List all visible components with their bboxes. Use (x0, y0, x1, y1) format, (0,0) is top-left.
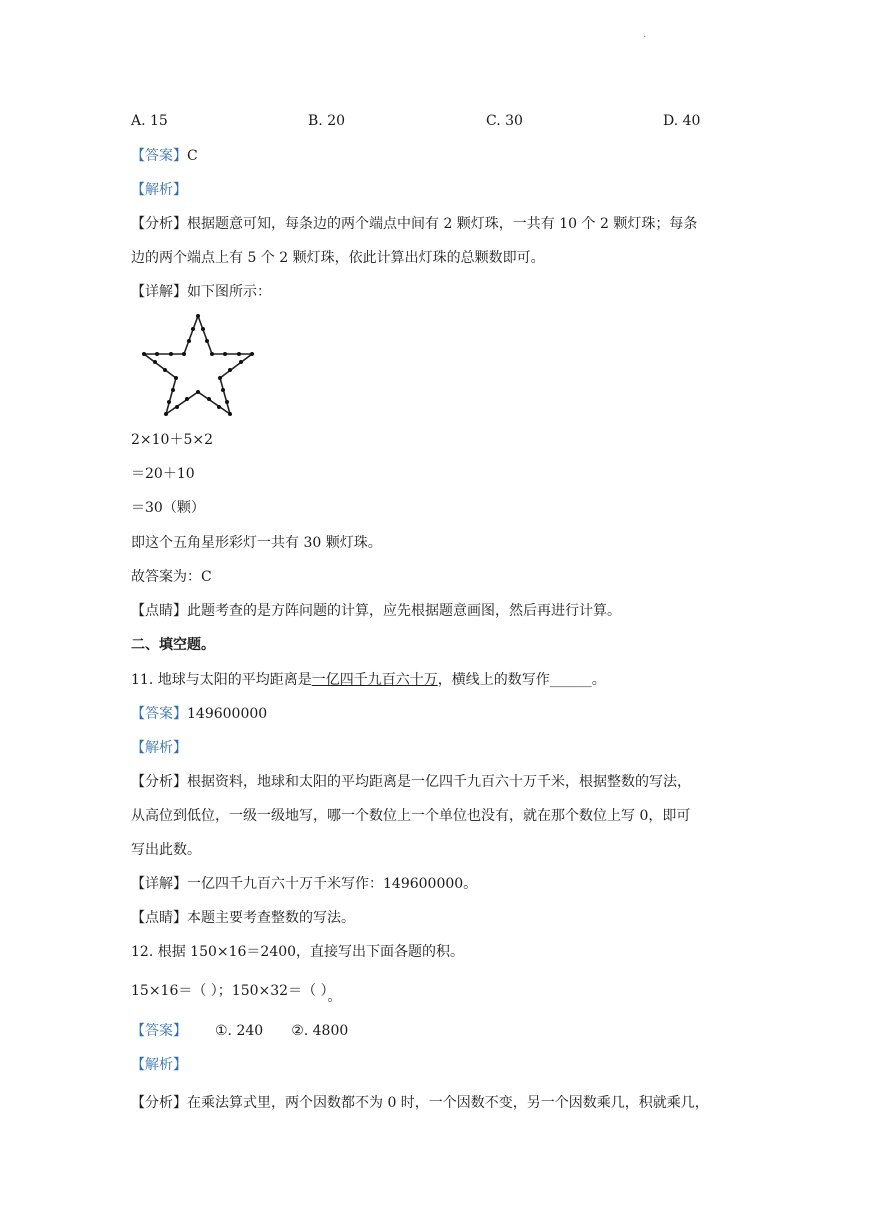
option-c: C. 30 (486, 113, 523, 129)
answer-value: C (187, 148, 198, 164)
xiangjie-tag: 【详解】 (131, 284, 187, 300)
q12-sub-text: 15×16＝（ ）；150×32＝（ ） (131, 983, 328, 999)
q12-answer-line (131, 1021, 348, 1041)
calc-text: ＝30（颗） (131, 500, 205, 516)
q10-fenxi-line1 (131, 214, 697, 234)
fenxi-tag: 【分析】 (131, 1095, 187, 1111)
q10-answer-line (131, 146, 198, 166)
q12-fenxi-line1 (131, 1093, 709, 1113)
corner-mark: · (643, 32, 647, 43)
q10-final (131, 567, 212, 587)
star-lights-figure (138, 308, 258, 420)
conclusion-text: 即这个五角星形彩灯一共有 30 颗灯珠。 (131, 535, 382, 551)
q11-fenxi-line2 (131, 806, 690, 826)
q10-conclusion (131, 533, 382, 553)
fenxi-text: 写出此数。 (131, 842, 201, 858)
q12-stem (131, 942, 464, 962)
xiangjie-text: 一亿四千九百六十万千米写作：149600000。 (187, 876, 478, 892)
dianjing-text: 本题主要考查整数的写法。 (187, 910, 355, 926)
fenxi-tag: 【分析】 (131, 774, 187, 790)
dianjing-text: 此题考查的是方阵问题的计算，应先根据题意画图，然后再进行计算。 (187, 603, 621, 619)
answer-tag: 【答案】 (131, 148, 187, 164)
final-text: 故答案为：C (131, 569, 212, 585)
q10-xiangjie-line (131, 282, 271, 302)
option-a: A. 15 (131, 113, 168, 129)
section-title (131, 635, 215, 655)
q12-subquestion (131, 981, 342, 1005)
q11-answer-line (131, 704, 267, 724)
q11-jiexi-line (131, 738, 187, 758)
answer-2: ②. 4800 (291, 1023, 349, 1039)
star-outline (144, 316, 252, 414)
xiangjie-text: 如下图所示： (187, 284, 271, 300)
q10-dianjing-line (131, 601, 621, 621)
q11-fenxi-line3 (131, 840, 201, 860)
dianjing-tag: 【点睛】 (131, 603, 187, 619)
xiangjie-tag: 【详解】 (131, 876, 187, 892)
fenxi-text: 边的两个端点上有 5 个 2 颗灯珠，依此计算出灯珠的总颗数即可。 (131, 250, 545, 266)
q10-calc-line2 (131, 464, 195, 484)
jiexi-tag: 【解析】 (131, 1057, 187, 1073)
q10-fenxi-line2 (131, 248, 545, 268)
q10-calc-line3 (131, 498, 205, 518)
option-d: D. 40 (663, 113, 701, 129)
q10-calc-line1 (131, 430, 213, 450)
q10-jiexi-line (131, 180, 187, 200)
q11-dianjing-line (131, 908, 355, 928)
answer-tag: 【答案】 (131, 1023, 187, 1039)
q11-stem (131, 670, 606, 690)
fenxi-tag: 【分析】 (131, 216, 187, 232)
q11-xiangjie-line (131, 874, 477, 894)
option-b: B. 20 (308, 113, 346, 129)
answer-value: 149600000 (187, 706, 268, 722)
q11-stem-a: 11. 地球与太阳的平均距离是 (131, 672, 312, 688)
q11-stem-b: ，横线上的数写作______。 (437, 672, 606, 688)
answer-1: ①. 240 (215, 1023, 264, 1039)
q12-stem-text: 12. 根据 150×16＝2400，直接写出下面各题的积。 (131, 944, 465, 960)
q12-sub-end: 。 (327, 989, 342, 1005)
q12-jiexi-line (131, 1055, 187, 1075)
jiexi-tag: 【解析】 (131, 182, 187, 198)
calc-text: 2×10＋5×2 (131, 432, 213, 448)
fenxi-text: 在乘法算式里，两个因数都不为 0 时，一个因数不变，另一个因数乘几，积就乘几， (187, 1095, 709, 1111)
dianjing-tag: 【点睛】 (131, 910, 187, 926)
fenxi-text: 从高位到低位，一级一级地写，哪一个数位上一个单位也没有，就在那个数位上写 0，即可 (131, 808, 691, 824)
section-title-text: 二、填空题。 (131, 637, 215, 653)
q11-underlined-text: 一亿四千九百六十万 (311, 672, 438, 688)
calc-text: ＝20＋10 (131, 466, 195, 482)
jiexi-tag: 【解析】 (131, 740, 187, 756)
fenxi-text: 根据题意可知，每条边的两个端点中间有 2 颗灯珠，一共有 10 个 2 颗灯珠；每条 (187, 216, 698, 232)
answer-tag: 【答案】 (131, 706, 187, 722)
q11-fenxi-line1 (131, 772, 691, 792)
fenxi-text: 根据资料，地球和太阳的平均距离是一亿四千九百六十万千米，根据整数的写法， (187, 774, 691, 790)
